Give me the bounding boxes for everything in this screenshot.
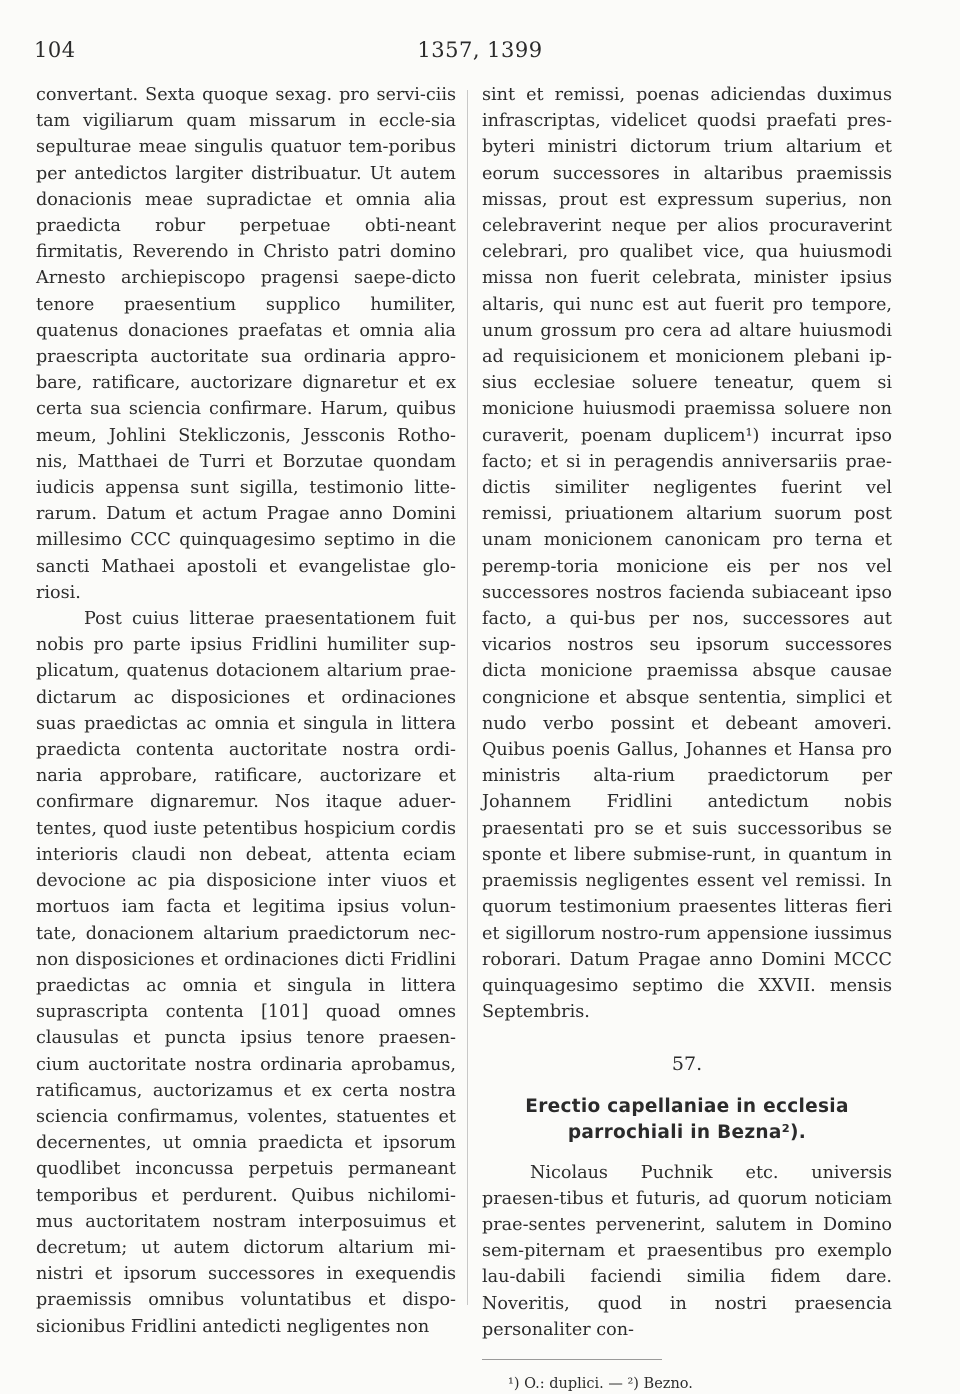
right-column <box>482 82 892 1394</box>
left-column <box>36 82 456 1340</box>
page-number: 104 <box>34 38 76 62</box>
column-divider <box>467 90 468 1305</box>
left-paragraph-1: convertant. Sexta quoque sexag. pro servi-ciis tam vigiliarum quam missarum in eccle-sia sepulturae meae singulis quatuor tem-poribus per antedictos largiter distribuatur. Ut autem donacionis meae supradictae et omnia alia praedicta robur perpetuae obti-neant firmitatis, Reverendo in Christo patri domino Arnesto archiepiscopo pragensi saepe-dicto tenore praesentium supplico humiliter, quatenus donaciones praefatas et omnia alia praescripta auctoritate sua ordinaria appro-bare, ratificare, auctorizare dignaretur et ex certa sua sciencia confirmare. Harum, quibus meum, Johlini Stekliczonis, Jessconis Rotho-nis, Matthaei de Turri et Borzutae quondam iudicis appensa sunt sigilla, testimonio litte-rarum. Datum et actum Pragae anno Domini millesimo CCC quinquagesimo septimo in die sancti Mathaei apostoli et evangelistae glo-riosi. <box>36 85 456 603</box>
footnote: ¹) O.: duplici. — ²) Bezno. <box>508 1375 693 1392</box>
document-heading: Erectio capellaniae in ecclesia parrochiali in Bezna²). <box>525 1095 849 1143</box>
right-paragraph-2: Nicolaus Puchnik etc. universis praesen-tibus et futuris, ad quorum noticiam prae-sentes pervenerint, salutem in Domino sem-piternam et praesentibus pro exemplo lau-dabili faciendi similia fidem dare. Noveritis, quod in nostri praesencia personaliter con- <box>482 1162 892 1340</box>
document-number: 57. <box>671 1053 703 1076</box>
right-paragraph-1: sint et remissi, poenas adiciendas duximus infrascriptas, videlicet quodsi praefati pres-byteri ministri dictorum trium altarium et eorum successores in altaribus praemissis missas, prout est expressum superius, non celebraverint neque per alios procuraverint celebrari, pro qualibet vice, qua huiusmodi missa non fuerit celebrata, minister ipsius altaris, qui nunc est aut fuerit pro tempore, unum grossum pro cera ad altare huiusmodi ad requisicionem et monicionem plebani ip-sius ecclesiae soluere teneatur, quem si monicione huiusmodi praemissa soluere non curaverit, poenam duplicem¹) incurrat ipso facto; et si in peragendis anniversariis prae-dictis similiter negligentes fuerint vel remissi, priuationem altarium suorum post unam monicionem canonicam pro terna et peremp-toria monicione eis per nos vel successores nostros facienda subiaceant ipso facto, a qui-bus per nos, successores aut vicarios nostros seu ipsorum successores dicta monicione praemissa absque causae congnicione et absque sententia, simplici et nudo verbo possint et debeant amoveri. Quibus poenis Gallus, Johannes et Hansa pro ministris alta-rium praedictorum per Johannem Fridlini antedictum nobis praesentati pro se et suis successoribus se sponte et libere submise-runt, in quantum in praemissis negligentes essent vel remissi. In quorum testimonium praesentes litteras fieri et sigillorum nostro-rum appensione iussimus roborari. Datum Pragae anno Domini MCCC quinquagesimo septimo die XXVII. mensis Septembris. <box>482 85 892 1023</box>
footnote-rule <box>482 1359 662 1360</box>
left-paragraph-2: Post cuius litterae praesentationem fuit nobis pro parte ipsius Fridlini humiliter sup-plicatum, quatenus dotacionem altarium prae-dictarum ac disposiciones et ordinaciones suas praedictas ac omnia et singula in littera praedicta contenta auctoritate nostra ordi-naria approbare, ratificare, auctorizare et confirmare dignaremur. Nos itaque aduer-tentes, quod iuste petentibus hospicium cordis interioris claudi non debeat, attenta eciam devocione ac pia disposicione inter viuos et mortuos iam facta et legitima ipsius volun-tate, donacionem altarium praedictorum nec-non disposiciones et ordinaciones dicti Fridlini praedictas ac omnia et singula in littera suprascripta contenta [101] quoad omnes clausulas et puncta ipsius tenore praesen-cium auctoritate nostra ordinaria aprobamus, ratificamus, auctorizamus et ex certa nostra sciencia confirmamus, volentes, statuentes et decernentes, ut omnia praedicta et ipsorum quodlibet inconcussa perpetuis permaneant temporibus et perdurent. Quibus nichilomi-mus auctoritatem nostram interposuimus et decretum; ut autem dictorum altarium mi-nistri et ipsorum successores in exequendis praemissis omnibus voluntatibus et dispo-sicionibus Fridlini antedicti negligentes non <box>36 609 456 1337</box>
running-head: 1357, 1399 <box>417 38 543 62</box>
